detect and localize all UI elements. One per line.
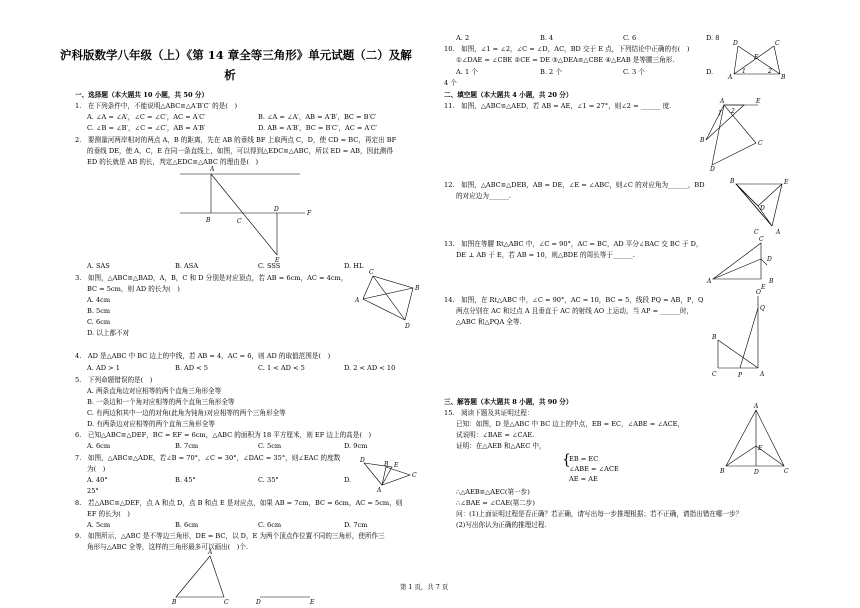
q7-option-d-value: 25° bbox=[87, 487, 99, 495]
svg-text:E: E bbox=[275, 257, 280, 264]
svg-text:B: B bbox=[206, 217, 211, 224]
question-8-line2: EF 的长为( ) bbox=[87, 510, 131, 518]
figure-q3 bbox=[355, 268, 420, 328]
svg-text:C: C bbox=[224, 599, 229, 606]
question-13-line1: 13. 如图在等腰 Rt△ABC 中，∠C = 90°，AC = BC，AD 平分∠BAC 交 BC 于 D， bbox=[444, 240, 703, 248]
svg-text:E: E bbox=[761, 284, 766, 291]
q2-option-c: C. SSS bbox=[258, 262, 281, 270]
question-15-line3: 试说明：∠BAE = ∠CAE. bbox=[456, 431, 535, 439]
q1-option-a: A. ∠A = ∠A′，∠C = ∠C′，AC = A′C′ bbox=[87, 113, 206, 121]
q10-option-b: B. 2 个 bbox=[540, 68, 562, 76]
figure-q15 bbox=[720, 404, 790, 474]
question-10-line1: 10. 如图，∠1 = ∠2，∠C = ∠D，AC，BD 交于 E 点，下列结论中正确的有( ) bbox=[444, 45, 690, 53]
q9-option-d: D. 8 bbox=[706, 34, 720, 42]
q4-option-a: A. AD > 1 bbox=[87, 364, 120, 372]
svg-text:Q: Q bbox=[760, 305, 765, 312]
svg-text:B: B bbox=[384, 461, 389, 468]
q10-option-d: D. bbox=[706, 68, 714, 76]
svg-text:E: E bbox=[310, 599, 315, 606]
svg-text:C: C bbox=[754, 229, 759, 236]
question-8-line1: 8. 若△ABC≌△DEF，点 A 和点 D，点 B 和点 E 是对应点，如果 AB = 7cm，BC = 6cm，AC = 5cm，则 bbox=[75, 499, 403, 507]
svg-text:B: B bbox=[730, 178, 735, 185]
proof-step-3: AE = AE bbox=[569, 475, 598, 483]
svg-text:D: D bbox=[405, 323, 410, 330]
q3-option-b: B. 5cm bbox=[87, 307, 111, 315]
svg-text:A: A bbox=[760, 371, 765, 378]
svg-text:E: E bbox=[756, 98, 761, 105]
svg-text:A: A bbox=[208, 549, 213, 556]
svg-text:E: E bbox=[758, 445, 763, 452]
question-15-line7: 问：(1)上面证明过程是否正确？若正确，请写出每一步推理根据；若不正确，请指出错在哪一步？ bbox=[456, 510, 743, 518]
question-2-line3: ED 的长就是 AB 的长，判定△EDC≌△ABC 的理由是( ) bbox=[87, 158, 259, 166]
svg-text:C: C bbox=[412, 472, 417, 479]
figure-q2 bbox=[180, 165, 320, 264]
section-choice-heading: 一、选择题（本大题共 10 小题，共 50 分） bbox=[75, 91, 209, 99]
svg-text:D: D bbox=[256, 599, 261, 606]
question-5: 5. 下列命题错误的是( ) bbox=[75, 376, 153, 384]
svg-text:A: A bbox=[355, 297, 360, 304]
figure-q10 bbox=[728, 38, 788, 80]
q7-option-c: C. 35° bbox=[258, 476, 279, 484]
question-7-line2: 为( ) bbox=[87, 465, 106, 473]
q6-option-d: D. 9cm bbox=[344, 442, 368, 450]
question-12-line2: 的对应边为______. bbox=[456, 192, 511, 200]
figure-q14 bbox=[710, 290, 772, 380]
svg-text:E: E bbox=[754, 54, 759, 61]
q2-option-b: B. ASA bbox=[175, 262, 199, 270]
svg-text:D: D bbox=[274, 206, 279, 213]
svg-text:C: C bbox=[759, 236, 764, 243]
q5-option-b: B. 一条边和一个角对应相等的两个直角三角形全等 bbox=[87, 398, 235, 406]
svg-text:B: B bbox=[700, 137, 705, 144]
svg-text:E: E bbox=[394, 462, 399, 469]
svg-text:C: C bbox=[784, 468, 789, 475]
q8-option-c: C. 6cm bbox=[258, 521, 282, 529]
svg-text:A: A bbox=[210, 166, 215, 173]
q6-option-c: C. 5cm bbox=[258, 442, 282, 450]
question-7-line1: 7. 如图，△ABC≌△ADE，若∠B = 70°，∠C = 30°，∠DAC = 35°，则∠EAC 的度数 bbox=[75, 454, 341, 462]
question-1: 1. 在下列条件中，不能说明△ABC≌△A′B′C′ 的是( ) bbox=[75, 102, 238, 110]
svg-text:C: C bbox=[369, 269, 374, 276]
question-15-line2: 已知：如图，D 是△ABC 中 BC 边上的中点，EB = EC，∠ABE = ∠ACE， bbox=[456, 420, 685, 428]
svg-text:B: B bbox=[712, 334, 717, 341]
q10-option-c: C. 3 个 bbox=[623, 68, 645, 76]
svg-text:B: B bbox=[720, 468, 725, 475]
svg-text:1: 1 bbox=[742, 68, 746, 75]
q8-option-b: B. 6cm bbox=[175, 521, 199, 529]
question-3-line1: 3. 如图，△ABC≌△BAD，A，B，C 和 D 分别是对应顶点，若 AB = 6cm，AC = 4cm， bbox=[75, 274, 348, 282]
svg-text:C: C bbox=[237, 218, 242, 225]
svg-text:D: D bbox=[710, 166, 715, 173]
svg-text:A: A bbox=[728, 74, 733, 81]
question-3-line2: BC = 5cm，则 AD 的长为( ) bbox=[87, 285, 180, 293]
svg-text:A: A bbox=[720, 98, 725, 105]
svg-text:C: C bbox=[775, 40, 780, 47]
q10-option-a: A. 1 个 bbox=[456, 68, 478, 76]
q4-option-d: D. 2 < AD < 10 bbox=[344, 364, 396, 372]
question-15-line8: (2)写出你认为正确的推理过程. bbox=[456, 521, 547, 529]
q1-option-c: C. ∠B = ∠B′，∠C = ∠C′，AB = A′B′ bbox=[87, 124, 206, 132]
q10-option-d-value: 4 个 bbox=[444, 79, 457, 87]
figure-q13 bbox=[705, 235, 780, 290]
svg-text:D: D bbox=[754, 469, 759, 476]
svg-text:A: A bbox=[377, 487, 382, 494]
svg-text:2: 2 bbox=[731, 108, 735, 115]
page-title: 沪科版数学八年级（上）《第 14 章全等三角形》单元试题（二）及解 bbox=[60, 48, 412, 62]
q5-option-c: C. 有两边和其中一边的对角(此角为钝角)对应相等的两个三角形全等 bbox=[87, 409, 286, 417]
section-fill-heading: 二、填空题（本大题共 4 小题，共 20 分） bbox=[444, 91, 573, 99]
svg-text:D: D bbox=[767, 256, 772, 263]
svg-text:B: B bbox=[415, 285, 420, 292]
q3-option-d: D. 以上都不对 bbox=[87, 329, 130, 337]
svg-text:A: A bbox=[754, 403, 759, 410]
q3-option-c: C. 6cm bbox=[87, 318, 111, 326]
question-9-line1: 9. 如图所示，△ABC 是不等边三角形，DE = BC，以 D，E 为两个顶点作位置不同的三角形，使所作三 bbox=[75, 532, 385, 540]
svg-text:1: 1 bbox=[718, 110, 722, 117]
q5-option-a: A. 两条直角边对应相等的两个直角三角形全等 bbox=[87, 387, 222, 395]
svg-text:E: E bbox=[784, 179, 789, 186]
question-13-line2: DE ⊥ AB 于 E，若 AB = 10，则△BDE 的周长等于______. bbox=[456, 251, 635, 259]
q7-option-d: D. bbox=[344, 476, 352, 484]
svg-text:A: A bbox=[707, 278, 712, 285]
page-footer: 第 1 页，共 7 页 bbox=[400, 583, 449, 591]
q1-option-b: B. ∠A = ∠A′，AB = A′B′，BC = B′C′ bbox=[258, 113, 377, 121]
svg-text:B: B bbox=[769, 278, 774, 285]
question-6: 6. 已知△ABC≌△DEF，BC = EF = 6cm，△ABC 的面积为 18 平方厘米，则 EF 边上的高是( ) bbox=[75, 431, 372, 439]
svg-text:O: O bbox=[756, 289, 761, 296]
q3-option-a: A. 4cm bbox=[87, 296, 111, 304]
svg-text:B: B bbox=[172, 599, 177, 606]
question-14-line3: △ABC 和△PQA 全等. bbox=[456, 318, 522, 326]
svg-text:C: C bbox=[712, 371, 717, 378]
question-14-line2: 两点分别在 AC 和过点 A 且垂直于 AC 的射线 AO 上运动，当 AP = ______时， bbox=[456, 307, 694, 315]
question-4: 4. AD 是△ABC 中 BC 边上的中线，若 AB = 4，AC = 6，则 AD 的取值范围是( ) bbox=[75, 352, 331, 360]
question-15-line1: 15. 阅读下题及其证明过程： bbox=[444, 409, 534, 417]
brace-symbol: { bbox=[562, 452, 571, 468]
question-10-line2: ①∠DAE = ∠CBE ②CE = DE ③△DEA≌△CBE ④△EAB 是等腰三角形. bbox=[456, 56, 675, 64]
proof-step-1: EB = EC bbox=[569, 455, 599, 463]
svg-text:A: A bbox=[776, 229, 781, 236]
section-answer-heading: 三、解答题（本大题共 8 小题，共 90 分） bbox=[444, 398, 573, 406]
q2-option-d: D. HL bbox=[344, 262, 364, 270]
q7-option-a: A. 40° bbox=[87, 476, 108, 484]
figure-q11 bbox=[698, 95, 770, 173]
question-15-line4: 证明：在△AEB 和△AEC 中， bbox=[456, 442, 546, 450]
q6-option-b: B. 7cm bbox=[175, 442, 199, 450]
question-15-line5: ∴△AEB≌△AEC(第一步) bbox=[456, 488, 530, 496]
svg-text:2: 2 bbox=[768, 68, 772, 75]
q9-option-c: C. 6 bbox=[623, 34, 637, 42]
figure-q7 bbox=[360, 455, 420, 493]
q8-option-a: A. 5cm bbox=[87, 521, 111, 529]
q1-option-d: D. AB = A′B′，BC = B′C′，AC = A′C′ bbox=[258, 124, 378, 132]
q6-option-a: A. 6cm bbox=[87, 442, 111, 450]
question-12-line1: 12. 如图，△ABC≌△DEB，AB = DE，∠E = ∠ABC，则∠C 的对应角为______，BD bbox=[444, 181, 705, 189]
q2-option-a: A. SAS bbox=[87, 262, 110, 270]
question-2-line1: 2. 要测量河两岸相对的两点 A，B 的距离，先在 AB 的垂线 BF 上取两点 C，D，使 CD = BC，再定出 BF bbox=[75, 136, 397, 144]
q4-option-b: B. AD < 5 bbox=[175, 364, 208, 372]
svg-text:D: D bbox=[360, 457, 365, 464]
figure-q9 bbox=[170, 548, 330, 606]
svg-text:P: P bbox=[738, 372, 743, 379]
proof-step-2: ∠ABE = ∠ACE bbox=[569, 465, 619, 473]
question-11: 11. 如图，△ABC≌△AED，若 AB = AE，∠1 = 27°，则∠2 = ______ 度. bbox=[444, 102, 672, 110]
q9-option-a: A. 2 bbox=[456, 34, 470, 42]
page-title-line2: 析 bbox=[224, 68, 236, 82]
q5-option-d: D. 有两条边对应相等的两个直角三角形全等 bbox=[87, 420, 215, 428]
q7-option-b: B. 45° bbox=[175, 476, 196, 484]
question-14-line1: 14. 如图，在 Rt△ABC 中，∠C = 90°，AC = 10，BC = 5，线段 PQ = AB，P，Q bbox=[444, 296, 704, 304]
q4-option-c: C. 1 < AD < 5 bbox=[258, 364, 305, 372]
svg-text:C: C bbox=[758, 140, 763, 147]
svg-text:F: F bbox=[307, 210, 312, 217]
svg-text:D: D bbox=[760, 205, 765, 212]
svg-text:B: B bbox=[781, 74, 786, 81]
svg-text:D: D bbox=[733, 40, 738, 47]
q9-option-b: B. 4 bbox=[540, 34, 554, 42]
q8-option-d: D. 7cm bbox=[344, 521, 368, 529]
question-2-line2: 的垂线 DE，使 A，C，E 在同一条直线上，如图，可以得到△EDC≌△ABC，所以 ED = AB，因此测得 bbox=[87, 147, 393, 155]
question-9-line2: 角形与△ABC 全等，这样的三角形最多可以画出( )个. bbox=[87, 543, 249, 551]
figure-q12 bbox=[728, 176, 793, 234]
question-15-line6: ∴∠BAE = ∠CAE(第二步) bbox=[456, 499, 535, 507]
